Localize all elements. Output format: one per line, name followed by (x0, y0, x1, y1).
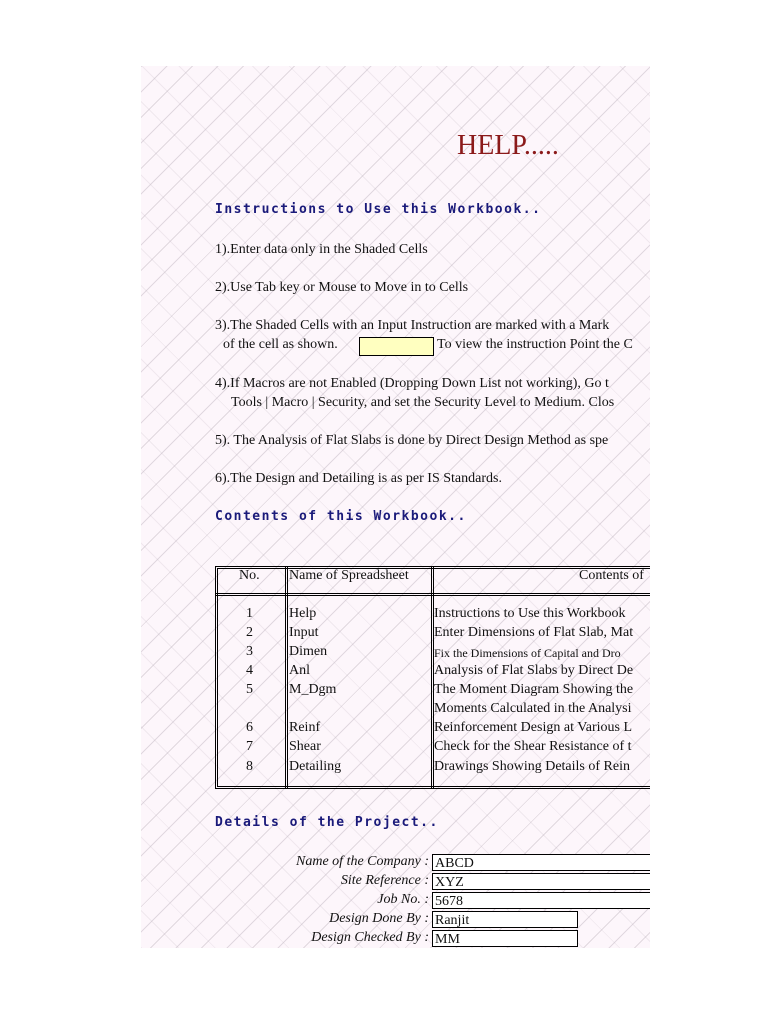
instruction-6: 6).The Design and Detailing is as per IS Standards. (215, 471, 502, 486)
table-row-name: Reinf (289, 720, 321, 735)
table-row-desc: Drawings Showing Details of Rein (434, 759, 630, 774)
design-checked-by-label: Design Checked By : (311, 930, 429, 945)
company-field[interactable]: ABCD (432, 854, 650, 871)
table-row-no: 7 (246, 739, 253, 754)
table-header-name: Name of Spreadsheet (289, 568, 409, 583)
instruction-5: 5). The Analysis of Flat Slabs is done by Direct Design Method as spe (215, 433, 609, 448)
table-row-desc: Reinforcement Design at Various L (434, 720, 633, 735)
instruction-3-tail: To view the instruction Point the C (437, 337, 633, 352)
table-row-no: 6 (246, 720, 253, 735)
table-row-desc: Fix the Dimensions of Capital and Dro (434, 646, 621, 660)
table-row-no: 5 (246, 682, 253, 697)
table-row-desc: Moments Calculated in the Analysi (434, 701, 632, 716)
project-heading: Details of the Project.. (215, 815, 439, 830)
table-row-name: Input (289, 625, 319, 640)
table-row-no: 8 (246, 759, 253, 774)
table-row-desc: Check for the Shear Resistance of t (434, 739, 632, 754)
page-title: HELP..... (457, 130, 559, 161)
design-checked-by-field[interactable]: MM (432, 930, 578, 947)
contents-heading: Contents of this Workbook.. (215, 509, 467, 524)
table-row-desc: Enter Dimensions of Flat Slab, Mat (434, 625, 634, 640)
table-row-desc: The Moment Diagram Showing the (434, 682, 634, 697)
table-header-contents: Contents of (579, 568, 644, 583)
instructions-heading: Instructions to Use this Workbook.. (215, 202, 542, 217)
instruction-4-cont: Tools | Macro | Security, and set the Security Level to Medium. Clos (231, 395, 615, 410)
table-row-name: Detailing (289, 759, 342, 774)
table-header-no: No. (239, 568, 260, 583)
instruction-2: 2).Use Tab key or Mouse to Move in to Cells (215, 280, 469, 295)
table-row-name: Shear (289, 739, 321, 754)
site-reference-label: Site Reference : (340, 873, 429, 888)
site-reference-field[interactable]: XYZ (432, 873, 650, 890)
table-row-no: 1 (246, 606, 253, 621)
table-row-name: Dimen (289, 644, 328, 659)
instruction-3: 3).The Shaded Cells with an Input Instruction are marked with a Mark (215, 318, 610, 333)
job-no-field[interactable]: 5678 (432, 892, 650, 909)
help-sheet (141, 66, 650, 948)
table-row-name: M_Dgm (289, 682, 337, 697)
shaded-cell-example (359, 337, 434, 356)
table-row-name: Anl (289, 663, 310, 678)
table-row-desc: Instructions to Use this Workbook (434, 606, 626, 621)
company-label: Name of the Company : (296, 854, 429, 869)
table-row-no: 2 (246, 625, 253, 640)
instruction-1: 1).Enter data only in the Shaded Cells (215, 242, 428, 257)
table-row-no: 4 (246, 663, 253, 678)
table-row-desc: Analysis of Flat Slabs by Direct De (434, 663, 634, 678)
table-row-name: Help (289, 606, 317, 621)
instruction-4: 4).If Macros are not Enabled (Dropping Down List not working), Go t (215, 376, 609, 391)
design-done-by-field[interactable]: Ranjit (432, 911, 578, 928)
instruction-3-cont: of the cell as shown. (223, 337, 338, 352)
design-done-by-label: Design Done By : (329, 911, 429, 926)
table-row-no: 3 (246, 644, 253, 659)
job-no-label: Job No. : (377, 892, 429, 907)
